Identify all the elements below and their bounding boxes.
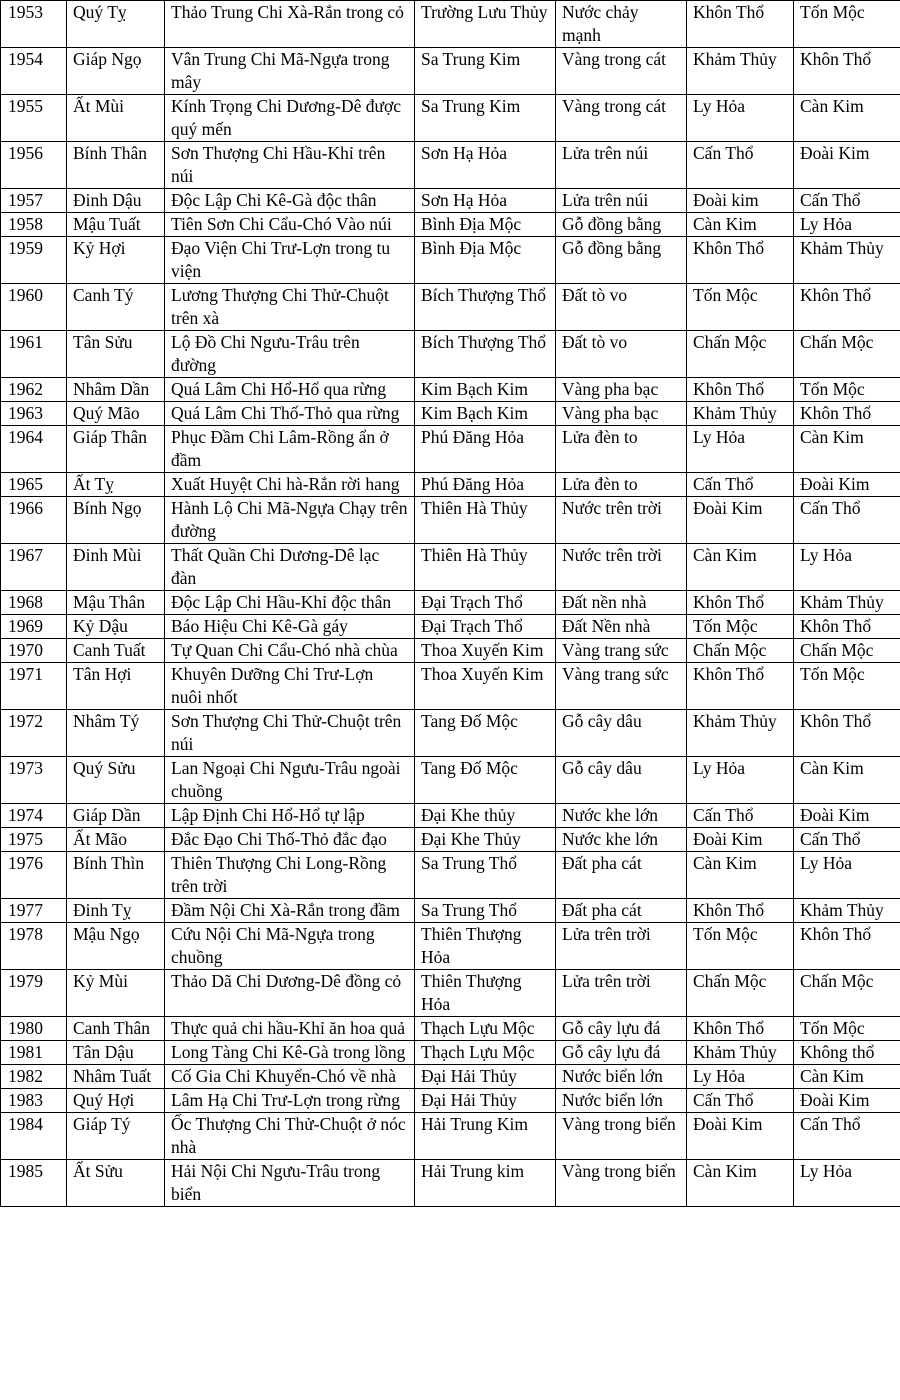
destiny-cell: Phú Đăng Hỏa (415, 473, 556, 497)
can-chi-cell: Kỷ Mùi (67, 970, 165, 1017)
female-trigram-cell: Cấn Thổ (794, 828, 900, 852)
female-trigram-cell: Tốn Mộc (794, 1017, 900, 1041)
can-chi-cell: Bính Thìn (67, 852, 165, 899)
can-chi-cell: Đinh Dậu (67, 189, 165, 213)
can-chi-cell: Ất Sửu (67, 1160, 165, 1207)
male-trigram-cell: Ly Hỏa (687, 426, 794, 473)
can-chi-cell: Quý Sửu (67, 757, 165, 804)
destiny-cell: Thiên Thượng Hỏa (415, 970, 556, 1017)
can-chi-cell: Canh Tuất (67, 639, 165, 663)
year-cell: 1967 (1, 544, 67, 591)
female-trigram-cell: Càn Kim (794, 1065, 900, 1089)
year-cell: 1985 (1, 1160, 67, 1207)
male-trigram-cell: Tốn Mộc (687, 615, 794, 639)
female-trigram-cell: Khôn Thổ (794, 710, 900, 757)
year-cell: 1972 (1, 710, 67, 757)
table-row (1, 213, 900, 237)
can-chi-cell: Mậu Ngọ (67, 923, 165, 970)
element-meaning-cell: Vàng trang sức (556, 663, 687, 710)
can-chi-cell: Mậu Tuất (67, 213, 165, 237)
male-trigram-cell: Khôn Thổ (687, 378, 794, 402)
element-meaning-cell: Vàng pha bạc (556, 378, 687, 402)
destiny-cell: Bình Địa Mộc (415, 237, 556, 284)
meaning-cell: Ốc Thượng Chi Thử-Chuột ở nóc nhà (165, 1113, 415, 1160)
element-meaning-cell: Gỗ cây dâu (556, 710, 687, 757)
year-cell: 1974 (1, 804, 67, 828)
table-row (1, 757, 900, 804)
male-trigram-cell: Ly Hỏa (687, 95, 794, 142)
destiny-cell: Hải Trung Kim (415, 1113, 556, 1160)
table-row (1, 284, 900, 331)
meaning-cell: Lâm Hạ Chi Trư-Lợn trong rừng (165, 1089, 415, 1113)
male-trigram-cell: Càn Kim (687, 213, 794, 237)
male-trigram-cell: Khảm Thủy (687, 710, 794, 757)
year-cell: 1977 (1, 899, 67, 923)
table-row (1, 1089, 900, 1113)
destiny-cell: Thạch Lựu Mộc (415, 1017, 556, 1041)
male-trigram-cell: Đoài Kim (687, 497, 794, 544)
table-row (1, 710, 900, 757)
year-cell: 1956 (1, 142, 67, 189)
male-trigram-cell: Chấn Mộc (687, 639, 794, 663)
male-trigram-cell: Khôn Thổ (687, 1, 794, 48)
female-trigram-cell: Chấn Mộc (794, 970, 900, 1017)
meaning-cell: Lương Thượng Chi Thử-Chuột trên xà (165, 284, 415, 331)
destiny-cell: Kim Bạch Kim (415, 402, 556, 426)
table-row (1, 331, 900, 378)
element-meaning-cell: Lửa trên núi (556, 189, 687, 213)
table-row (1, 1113, 900, 1160)
male-trigram-cell: Cấn Thổ (687, 142, 794, 189)
element-meaning-cell: Lửa đèn to (556, 473, 687, 497)
can-chi-cell: Quý Tỵ (67, 1, 165, 48)
table-row (1, 1, 900, 48)
male-trigram-cell: Khôn Thổ (687, 1017, 794, 1041)
element-meaning-cell: Vàng trong biển (556, 1160, 687, 1207)
meaning-cell: Đắc Đạo Chi Thố-Thỏ đắc đạo (165, 828, 415, 852)
year-cell: 1969 (1, 615, 67, 639)
meaning-cell: Cứu Nội Chi Mã-Ngựa trong chuồng (165, 923, 415, 970)
meaning-cell: Báo Hiệu Chi Kê-Gà gáy (165, 615, 415, 639)
element-meaning-cell: Gỗ đồng bằng (556, 213, 687, 237)
male-trigram-cell: Cấn Thổ (687, 473, 794, 497)
element-meaning-cell: Lửa trên trời (556, 970, 687, 1017)
table-row (1, 804, 900, 828)
table-row (1, 1017, 900, 1041)
can-chi-cell: Nhâm Tý (67, 710, 165, 757)
year-cell: 1953 (1, 1, 67, 48)
meaning-cell: Lập Định Chi Hổ-Hổ tự lập (165, 804, 415, 828)
year-cell: 1954 (1, 48, 67, 95)
year-cell: 1964 (1, 426, 67, 473)
element-meaning-cell: Vàng trang sức (556, 639, 687, 663)
destiny-cell: Thiên Hà Thủy (415, 497, 556, 544)
year-cell: 1978 (1, 923, 67, 970)
female-trigram-cell: Khảm Thủy (794, 591, 900, 615)
element-meaning-cell: Đất tò vo (556, 331, 687, 378)
can-chi-cell: Giáp Ngọ (67, 48, 165, 95)
destiny-cell: Tang Đố Mộc (415, 757, 556, 804)
can-chi-cell: Tân Hợi (67, 663, 165, 710)
element-meaning-cell: Gỗ đồng bằng (556, 237, 687, 284)
meaning-cell: Kính Trọng Chi Dương-Dê được quý mến (165, 95, 415, 142)
destiny-cell: Đại Khe thủy (415, 804, 556, 828)
male-trigram-cell: Chấn Mộc (687, 970, 794, 1017)
table-row (1, 48, 900, 95)
table-row (1, 1041, 900, 1065)
male-trigram-cell: Ly Hỏa (687, 1065, 794, 1089)
destiny-cell: Thiên Hà Thủy (415, 544, 556, 591)
year-cell: 1982 (1, 1065, 67, 1089)
male-trigram-cell: Đoài Kim (687, 828, 794, 852)
can-chi-cell: Kỷ Hợi (67, 237, 165, 284)
female-trigram-cell: Khảm Thủy (794, 899, 900, 923)
element-meaning-cell: Lửa trên núi (556, 142, 687, 189)
table-row (1, 591, 900, 615)
year-cell: 1980 (1, 1017, 67, 1041)
male-trigram-cell: Khôn Thổ (687, 237, 794, 284)
female-trigram-cell: Không thổ (794, 1041, 900, 1065)
year-cell: 1975 (1, 828, 67, 852)
female-trigram-cell: Càn Kim (794, 95, 900, 142)
meaning-cell: Thảo Dã Chi Dương-Dê đồng cỏ (165, 970, 415, 1017)
can-chi-cell: Giáp Thân (67, 426, 165, 473)
table-row (1, 899, 900, 923)
can-chi-cell: Tân Sửu (67, 331, 165, 378)
male-trigram-cell: Đoài Kim (687, 1113, 794, 1160)
destiny-cell: Thiên Thượng Hỏa (415, 923, 556, 970)
meaning-cell: Long Tàng Chi Kê-Gà trong lồng (165, 1041, 415, 1065)
destiny-cell: Sơn Hạ Hỏa (415, 189, 556, 213)
can-chi-cell: Nhâm Dần (67, 378, 165, 402)
meaning-cell: Hải Nội Chi Ngưu-Trâu trong biển (165, 1160, 415, 1207)
year-cell: 1963 (1, 402, 67, 426)
meaning-cell: Đầm Nội Chi Xà-Rắn trong đầm (165, 899, 415, 923)
destiny-cell: Bích Thượng Thổ (415, 331, 556, 378)
destiny-cell: Bình Địa Mộc (415, 213, 556, 237)
destiny-cell: Thoa Xuyến Kim (415, 639, 556, 663)
element-meaning-cell: Nước khe lớn (556, 804, 687, 828)
element-meaning-cell: Gỗ cây lựu đá (556, 1041, 687, 1065)
can-chi-cell: Bính Ngọ (67, 497, 165, 544)
element-meaning-cell: Lửa trên trời (556, 923, 687, 970)
can-chi-cell: Quý Mão (67, 402, 165, 426)
table-row (1, 852, 900, 899)
female-trigram-cell: Tốn Mộc (794, 663, 900, 710)
female-trigram-cell: Tốn Mộc (794, 1, 900, 48)
year-cell: 1965 (1, 473, 67, 497)
year-cell: 1955 (1, 95, 67, 142)
meaning-cell: Thiên Thượng Chi Long-Rồng trên trời (165, 852, 415, 899)
year-cell: 1959 (1, 237, 67, 284)
female-trigram-cell: Cấn Thổ (794, 189, 900, 213)
element-meaning-cell: Nước trên trời (556, 544, 687, 591)
meaning-cell: Tiên Sơn Chi Cẩu-Chó Vào núi (165, 213, 415, 237)
year-cell: 1979 (1, 970, 67, 1017)
table-row (1, 923, 900, 970)
male-trigram-cell: Khôn Thổ (687, 899, 794, 923)
destiny-cell: Hải Trung kim (415, 1160, 556, 1207)
female-trigram-cell: Chấn Mộc (794, 639, 900, 663)
meaning-cell: Xuất Huyệt Chi hà-Rắn rời hang (165, 473, 415, 497)
meaning-cell: Lan Ngoại Chi Ngưu-Trâu ngoài chuồng (165, 757, 415, 804)
can-chi-cell: Kỷ Dậu (67, 615, 165, 639)
destiny-cell: Đại Hải Thủy (415, 1065, 556, 1089)
destiny-cell: Bích Thượng Thổ (415, 284, 556, 331)
destiny-cell: Đại Hải Thủy (415, 1089, 556, 1113)
can-chi-cell: Giáp Tý (67, 1113, 165, 1160)
table-row (1, 828, 900, 852)
meaning-cell: Đạo Viện Chi Trư-Lợn trong tu viện (165, 237, 415, 284)
destiny-cell: Tang Đố Mộc (415, 710, 556, 757)
male-trigram-cell: Cấn Thổ (687, 804, 794, 828)
female-trigram-cell: Chấn Mộc (794, 331, 900, 378)
meaning-cell: Thất Quần Chi Dương-Dê lạc đàn (165, 544, 415, 591)
male-trigram-cell: Càn Kim (687, 1160, 794, 1207)
female-trigram-cell: Ly Hỏa (794, 544, 900, 591)
year-cell: 1981 (1, 1041, 67, 1065)
element-meaning-cell: Vàng trong biển (556, 1113, 687, 1160)
meaning-cell: Lộ Đồ Chi Ngưu-Trâu trên đường (165, 331, 415, 378)
table-row (1, 615, 900, 639)
female-trigram-cell: Càn Kim (794, 426, 900, 473)
male-trigram-cell: Ly Hỏa (687, 757, 794, 804)
element-meaning-cell: Đất Nền nhà (556, 615, 687, 639)
year-cell: 1961 (1, 331, 67, 378)
destiny-cell: Thạch Lựu Mộc (415, 1041, 556, 1065)
male-trigram-cell: Khảm Thủy (687, 1041, 794, 1065)
year-cell: 1971 (1, 663, 67, 710)
meaning-cell: Độc Lập Chi Kê-Gà độc thân (165, 189, 415, 213)
female-trigram-cell: Khôn Thổ (794, 923, 900, 970)
year-cell: 1957 (1, 189, 67, 213)
table-row (1, 95, 900, 142)
table-row (1, 663, 900, 710)
year-cell: 1973 (1, 757, 67, 804)
year-cell: 1970 (1, 639, 67, 663)
year-cell: 1966 (1, 497, 67, 544)
element-meaning-cell: Lửa đèn to (556, 426, 687, 473)
element-meaning-cell: Đất tò vo (556, 284, 687, 331)
table-row (1, 142, 900, 189)
can-chi-cell: Tân Dậu (67, 1041, 165, 1065)
table-row (1, 639, 900, 663)
meaning-cell: Hành Lộ Chi Mã-Ngựa Chạy trên đường (165, 497, 415, 544)
destiny-cell: Đại Trạch Thổ (415, 615, 556, 639)
male-trigram-cell: Đoài kim (687, 189, 794, 213)
meaning-cell: Tự Quan Chi Cẩu-Chó nhà chùa (165, 639, 415, 663)
destiny-cell: Sa Trung Kim (415, 95, 556, 142)
table-row (1, 378, 900, 402)
can-chi-cell: Mậu Thân (67, 591, 165, 615)
can-chi-cell: Ất Mùi (67, 95, 165, 142)
table-row (1, 189, 900, 213)
year-cell: 1968 (1, 591, 67, 615)
female-trigram-cell: Khảm Thủy (794, 237, 900, 284)
can-chi-cell: Quý Hợi (67, 1089, 165, 1113)
female-trigram-cell: Càn Kim (794, 757, 900, 804)
year-cell: 1984 (1, 1113, 67, 1160)
table-row (1, 237, 900, 284)
female-trigram-cell: Khôn Thổ (794, 284, 900, 331)
element-meaning-cell: Nước biển lớn (556, 1065, 687, 1089)
destiny-cell: Sa Trung Thổ (415, 899, 556, 923)
table-row (1, 426, 900, 473)
meaning-cell: Độc Lập Chi Hầu-Khỉ độc thân (165, 591, 415, 615)
destiny-cell: Trường Lưu Thủy (415, 1, 556, 48)
female-trigram-cell: Cấn Thổ (794, 497, 900, 544)
element-meaning-cell: Đất nền nhà (556, 591, 687, 615)
can-chi-cell: Canh Thân (67, 1017, 165, 1041)
element-meaning-cell: Vàng trong cát (556, 95, 687, 142)
year-cell: 1983 (1, 1089, 67, 1113)
table-row (1, 1065, 900, 1089)
can-chi-cell: Nhâm Tuất (67, 1065, 165, 1089)
meaning-cell: Thực quả chi hầu-Khỉ ăn hoa quả (165, 1017, 415, 1041)
female-trigram-cell: Cấn Thổ (794, 1113, 900, 1160)
destiny-cell: Sa Trung Thổ (415, 852, 556, 899)
table-row (1, 970, 900, 1017)
year-cell: 1962 (1, 378, 67, 402)
male-trigram-cell: Khôn Thổ (687, 591, 794, 615)
meaning-cell: Quá Lâm Chi Hổ-Hổ qua rừng (165, 378, 415, 402)
destiny-cell: Sơn Hạ Hỏa (415, 142, 556, 189)
element-meaning-cell: Gỗ cây dâu (556, 757, 687, 804)
can-chi-cell: Bính Thân (67, 142, 165, 189)
female-trigram-cell: Khôn Thổ (794, 402, 900, 426)
male-trigram-cell: Tốn Mộc (687, 923, 794, 970)
destiny-cell: Kim Bạch Kim (415, 378, 556, 402)
element-meaning-cell: Nước khe lớn (556, 828, 687, 852)
can-chi-cell: Đinh Tỵ (67, 899, 165, 923)
male-trigram-cell: Khảm Thủy (687, 48, 794, 95)
element-meaning-cell: Vàng trong cát (556, 48, 687, 95)
meaning-cell: Sơn Thượng Chi Hầu-Khỉ trên núi (165, 142, 415, 189)
destiny-cell: Đại Trạch Thổ (415, 591, 556, 615)
can-chi-cell: Giáp Dần (67, 804, 165, 828)
element-meaning-cell: Nước trên trời (556, 497, 687, 544)
meaning-cell: Phục Đầm Chi Lâm-Rồng ẩn ở đầm (165, 426, 415, 473)
male-trigram-cell: Chấn Mộc (687, 331, 794, 378)
table-row (1, 497, 900, 544)
element-meaning-cell: Gỗ cây lựu đá (556, 1017, 687, 1041)
table-row (1, 1160, 900, 1207)
female-trigram-cell: Đoài Kim (794, 142, 900, 189)
female-trigram-cell: Tốn Mộc (794, 378, 900, 402)
meaning-cell: Quá Lâm Chi Thố-Thỏ qua rừng (165, 402, 415, 426)
element-meaning-cell: Nước chảy mạnh (556, 1, 687, 48)
table-row (1, 473, 900, 497)
male-trigram-cell: Tốn Mộc (687, 284, 794, 331)
element-meaning-cell: Đất pha cát (556, 852, 687, 899)
table-row (1, 544, 900, 591)
can-chi-cell: Ất Mão (67, 828, 165, 852)
meaning-cell: Cố Gia Chi Khuyển-Chó về nhà (165, 1065, 415, 1089)
can-chi-cell: Canh Tý (67, 284, 165, 331)
meaning-cell: Khuyên Dưỡng Chi Trư-Lợn nuôi nhốt (165, 663, 415, 710)
male-trigram-cell: Khôn Thổ (687, 663, 794, 710)
element-meaning-cell: Nước biển lớn (556, 1089, 687, 1113)
destiny-cell: Thoa Xuyến Kim (415, 663, 556, 710)
year-cell: 1958 (1, 213, 67, 237)
destiny-cell: Đại Khe Thủy (415, 828, 556, 852)
year-cell: 1960 (1, 284, 67, 331)
female-trigram-cell: Ly Hỏa (794, 852, 900, 899)
male-trigram-cell: Cấn Thổ (687, 1089, 794, 1113)
table-row (1, 402, 900, 426)
male-trigram-cell: Khảm Thủy (687, 402, 794, 426)
male-trigram-cell: Càn Kim (687, 852, 794, 899)
female-trigram-cell: Ly Hỏa (794, 1160, 900, 1207)
destiny-cell: Sa Trung Kim (415, 48, 556, 95)
element-meaning-cell: Vàng pha bạc (556, 402, 687, 426)
male-trigram-cell: Càn Kim (687, 544, 794, 591)
can-chi-cell: Ất Tỵ (67, 473, 165, 497)
meaning-cell: Sơn Thượng Chi Thử-Chuột trên núi (165, 710, 415, 757)
can-chi-cell: Đinh Mùi (67, 544, 165, 591)
table-body (1, 1, 900, 1207)
year-cell: 1976 (1, 852, 67, 899)
female-trigram-cell: Đoài Kim (794, 804, 900, 828)
female-trigram-cell: Khôn Thổ (794, 48, 900, 95)
female-trigram-cell: Đoài Kim (794, 473, 900, 497)
meaning-cell: Vân Trung Chi Mã-Ngựa trong mây (165, 48, 415, 95)
female-trigram-cell: Đoài Kim (794, 1089, 900, 1113)
meaning-cell: Thảo Trung Chi Xà-Rắn trong cỏ (165, 1, 415, 48)
female-trigram-cell: Ly Hỏa (794, 213, 900, 237)
element-meaning-cell: Đất pha cát (556, 899, 687, 923)
destiny-cell: Phú Đăng Hỏa (415, 426, 556, 473)
female-trigram-cell: Khôn Thổ (794, 615, 900, 639)
